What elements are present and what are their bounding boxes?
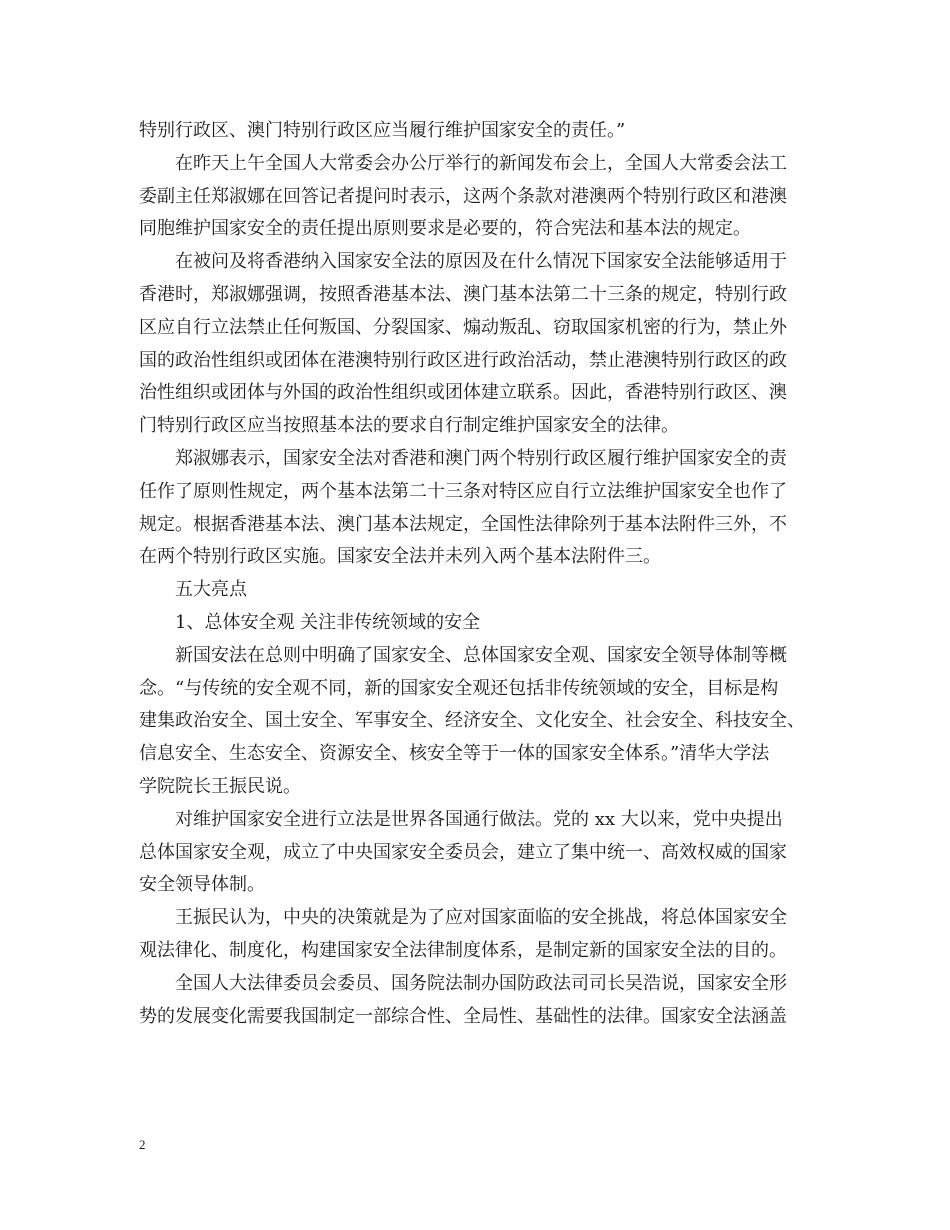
text-line: 王振民认为，中央的决策就是为了应对国家面临的安全挑战，将总体国家安全 (175, 907, 787, 929)
text-line: 门特别行政区应当按照基本法的要求自行制定维护国家安全的法律。 (139, 415, 679, 437)
subsection-heading: 1、总体安全观 关注非传统领域的安全 (175, 611, 481, 633)
text-line: 新国安法在总则中明确了国家安全、总体国家安全观、国家安全领导体制等概 (175, 644, 787, 666)
text-line: 同胞维护国家安全的责任提出原则要求是必要的，符合宪法和基本法的规定。 (139, 218, 751, 240)
text-line: 委副主任郑淑娜在回答记者提问时表示，这两个条款对港澳两个特别行政区和港澳 (139, 185, 787, 207)
text-line: 区应自行立法禁止任何叛国、分裂国家、煽动叛乱、窃取国家机密的行为，禁止外 (139, 316, 787, 338)
text-line: 总体国家安全观，成立了中央国家安全委员会，建立了集中统一、高效权威的国家 (139, 841, 787, 863)
text-line: 郑淑娜表示，国家安全法对香港和澳门两个特别行政区履行维护国家安全的责 (175, 447, 787, 469)
text-line: 安全领导体制。 (139, 874, 265, 896)
text-line: 在两个特别行政区实施。国家安全法并未列入两个基本法附件三。 (139, 546, 661, 568)
text-line: 对维护国家安全进行立法是世界各国通行做法。党的 xx 大以来，党中央提出 (175, 808, 783, 830)
text-line: 特别行政区、澳门特别行政区应当履行维护国家安全的责任。” (139, 120, 626, 141)
text-line: 国的政治性组织或团体在港澳特别行政区进行政治活动，禁止港澳特别行政区的政 (139, 349, 787, 371)
page-number: 2 (139, 1137, 146, 1152)
text-line: 势的发展变化需要我国制定一部综合性、全局性、基础性的法律。国家安全法涵盖 (139, 1005, 787, 1027)
body-text (139, 115, 823, 1033)
text-line: 治性组织或团体与外国的政治性组织或团体建立联系。因此，香港特别行政区、澳 (139, 382, 787, 404)
text-line: 香港时，郑淑娜强调，按照香港基本法、澳门基本法第二十三条的规定，特别行政 (139, 283, 787, 305)
section-heading: 五大亮点 (175, 579, 247, 601)
text-line: 念。“与传统的安全观不同，新的国家安全观还包括非传统领域的安全，目标是构 (139, 677, 779, 699)
text-line: 学院院长王振民说。 (139, 775, 301, 797)
text-line: 在被问及将香港纳入国家安全法的原因及在什么情况下国家安全法能够适用于 (175, 251, 787, 273)
text-line: 建集政治安全、国土安全、军事安全、经济安全、文化安全、社会安全、科技安全、 (139, 710, 805, 732)
text-line: 在昨天上午全国人大常委会办公厅举行的新闻发布会上，全国人大常委会法工 (175, 152, 787, 174)
text-line: 全国人大法律委员会委员、国务院法制办国防政法司司长吴浩说，国家安全形 (175, 972, 787, 994)
text-line: 信息安全、生态安全、资源安全、核安全等于一体的国家安全体系。”清华大学法 (139, 743, 770, 765)
text-line: 观法律化、制度化，构建国家安全法律制度体系，是制定新的国家安全法的目的。 (139, 939, 787, 961)
text-line: 规定。根据香港基本法、澳门基本法规定，全国性法律除列于基本法附件三外，不 (139, 513, 787, 535)
text-line: 任作了原则性规定，两个基本法第二十三条对特区应自行立法维护国家安全也作了 (139, 480, 787, 502)
